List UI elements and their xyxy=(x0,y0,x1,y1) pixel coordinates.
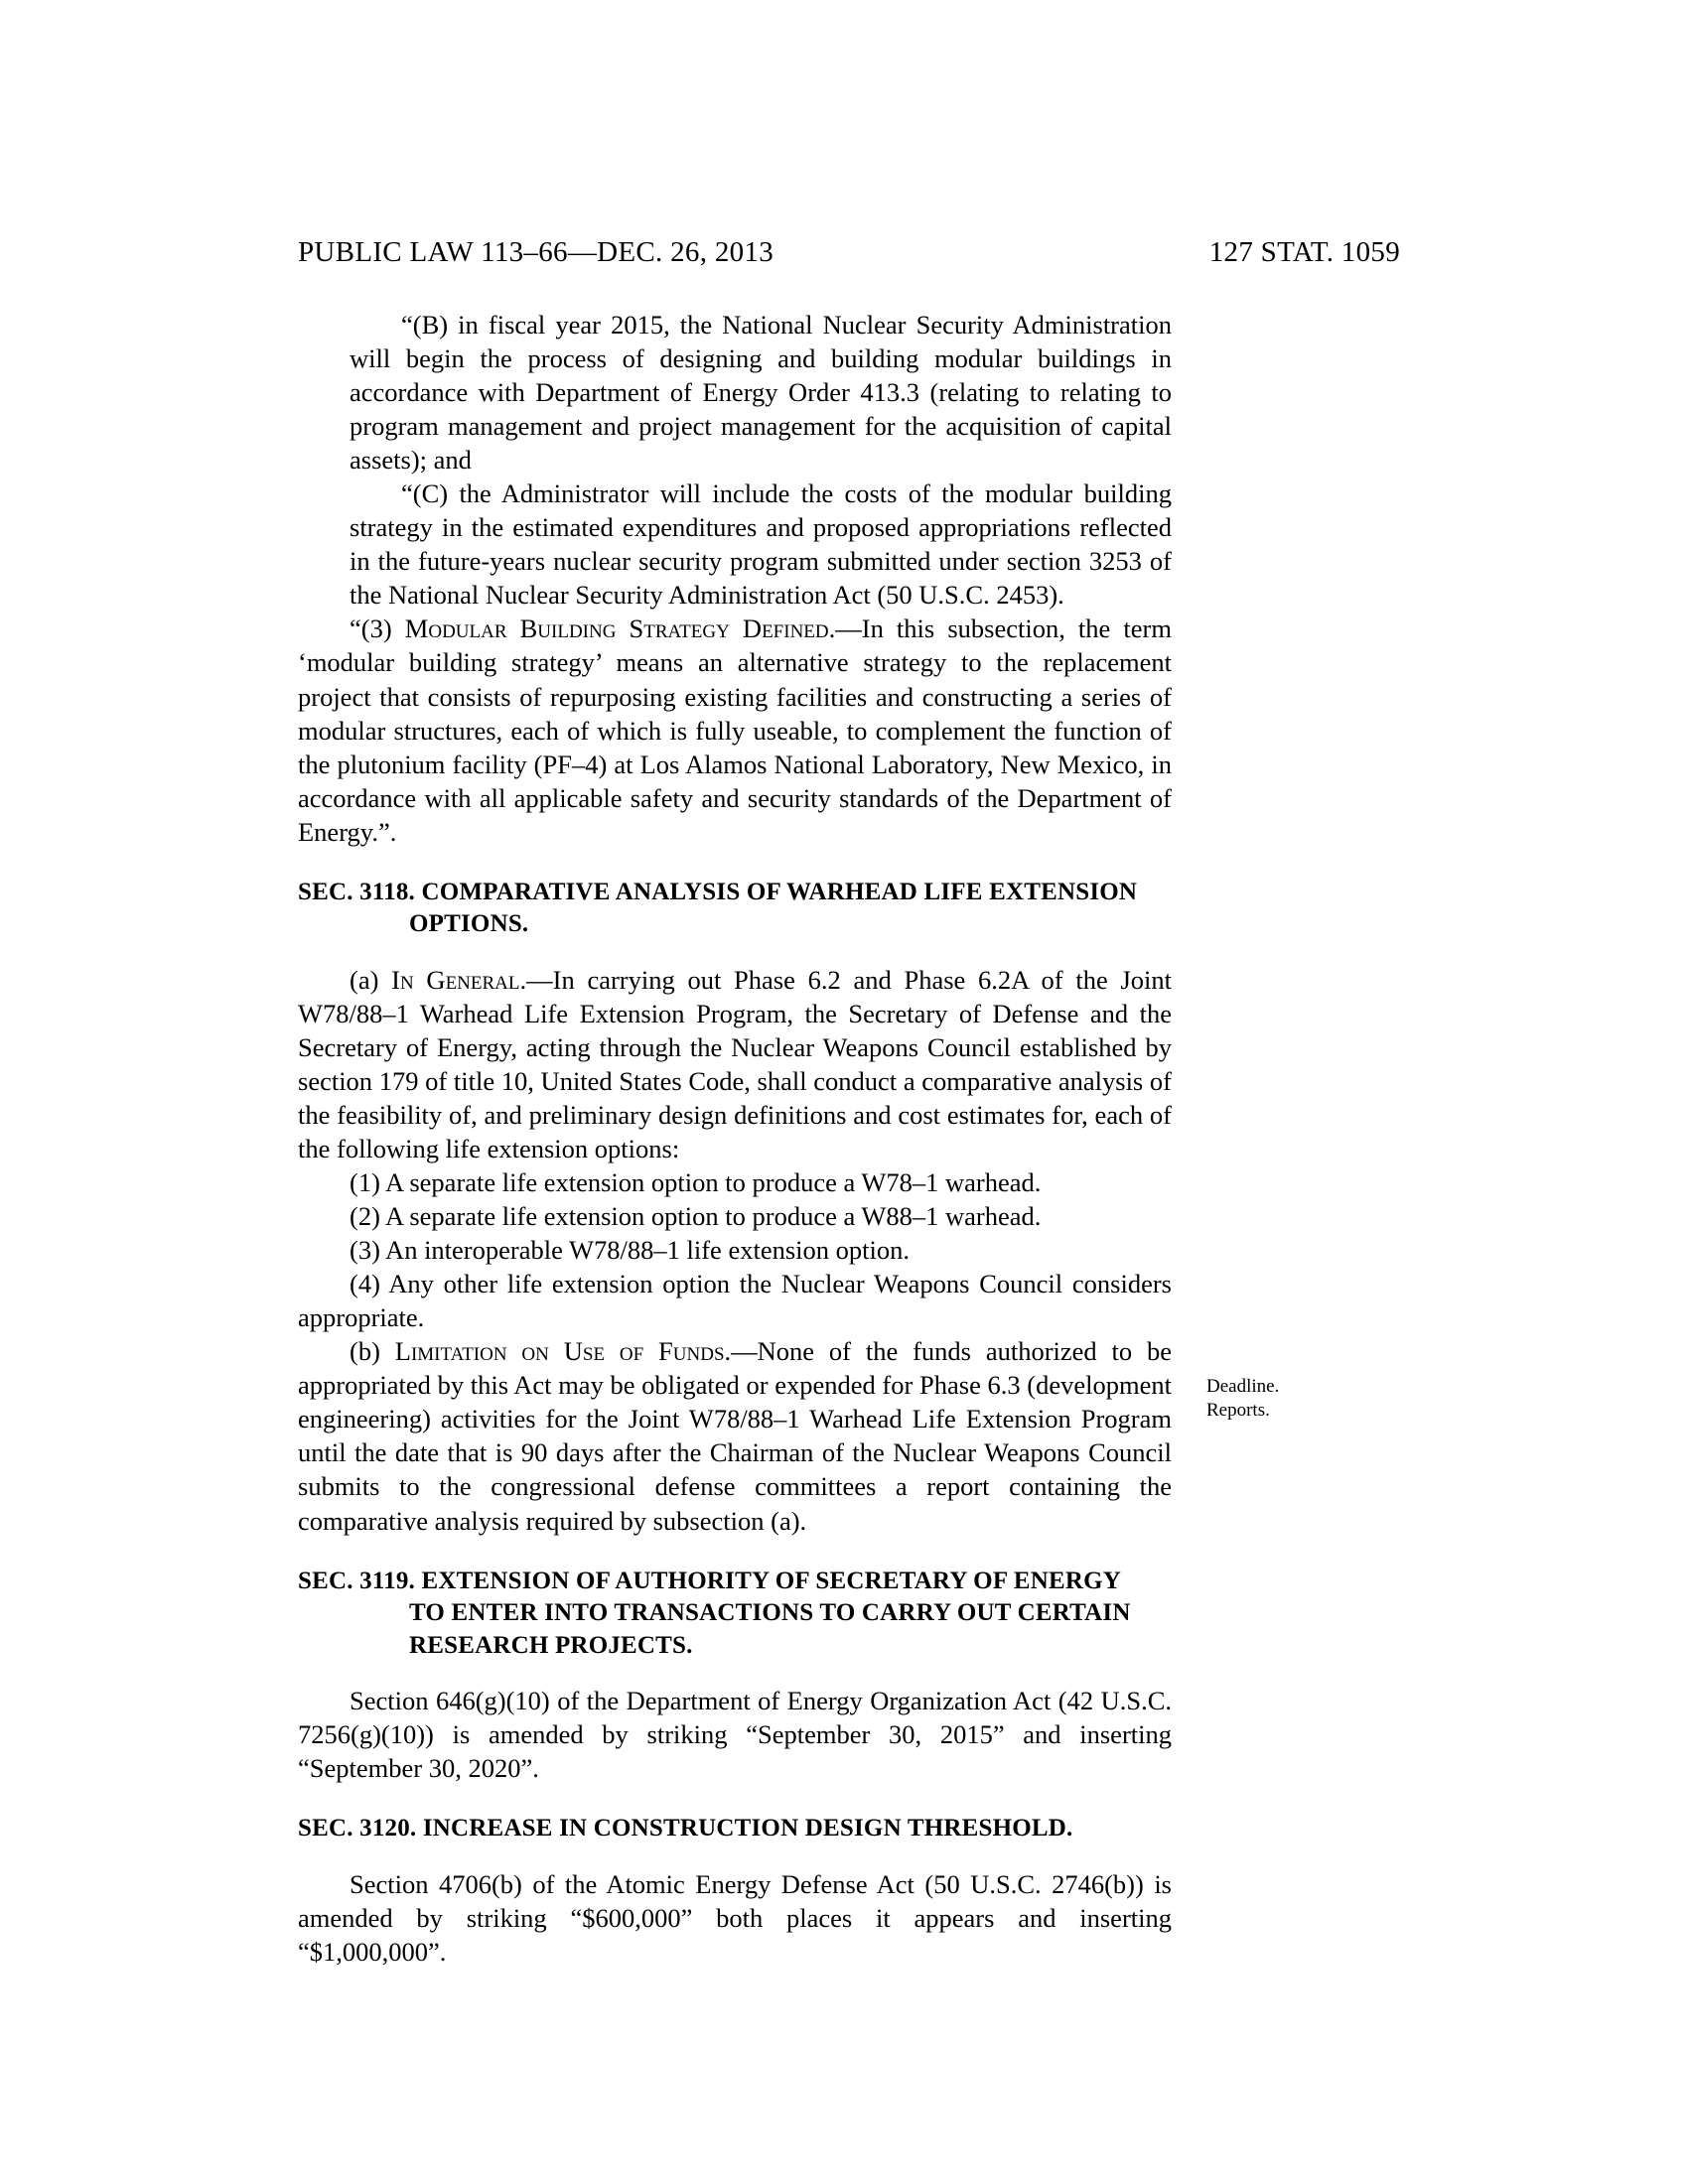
header-statute-citation: 127 STAT. 1059 xyxy=(1208,236,1400,268)
subsection-b-limitation-on-use-of-funds xyxy=(298,1334,1172,1537)
list-item-1: (1) A separate life extension option to produce a W78–1 warhead. xyxy=(350,1167,1042,1198)
paragraph-3-caption: Modular Building Strategy Defined xyxy=(404,614,829,644)
list-item-2: (2) A separate life extension option to produce a W88–1 warhead. xyxy=(350,1201,1042,1232)
paragraph-3-text: .—In this subsection, the term ‘modular building strategy’ means an alternative strategy to the replacement project that consists of repurposing existing facilities and constructing a series of modular structures, each of which is fully useable, to complement the function of the plutonium facility (PF–4) at Los Alamos National Laboratory, New Mexico, in accordance with all applicable safety and security standards of the Department of Energy.”. xyxy=(298,614,1172,847)
subsection-b-text: .—None of the funds authorized to be appropriated by this Act may be obligated or expended for Phase 6.3 (development engineering) activities for the Joint W78/88–1 Warhead Life Extension Program until the date that is 90 days after the Chairman of the Nuclear Weapons Council submits to the congressional defense committees a report containing the comparative analysis required by subsection (a). xyxy=(298,1336,1173,1536)
paragraph-quote-b: “(B) in fiscal year 2015, the National Nuclear Security Administration will begin the process of designing and building modular buildings in accordance with Department of Energy Order 413.3 (relating to relating to program management and project management for the acquisition of capital assets); and xyxy=(350,310,1172,476)
paragraph-3-number: “(3) xyxy=(350,614,405,644)
subsection-a-label: (a) xyxy=(350,964,392,995)
section-3120-text: Section 4706(b) of the Atomic Energy Defense Act (50 U.S.C. 2746(b)) is amended by striking “$600,000” both places it appears and inserting “$1,000,000”. xyxy=(298,1868,1172,1967)
subsection-a-caption: In General xyxy=(391,964,520,995)
section-3118-title-line1: COMPARATIVE ANALYSIS OF WARHEAD LIFE EXTENSION xyxy=(421,878,1138,905)
subsection-a-text: .—In carrying out Phase 6.2 and Phase 6.2A of the Joint W78/88–1 Warhead Life Extension Program, the Secretary of Defense and the Secretary of Energy, acting through the Nuclear Weapons Council established by section 179 of title 10, United States Code, shall conduct a comparative analysis of the feasibility of, and preliminary design definitions and cost estimates for, each of the following life extension options: xyxy=(298,964,1173,1163)
list-item-3: (3) An interoperable W78/88–1 life extension option. xyxy=(350,1235,910,1266)
section-3120-number: SEC. 3120. xyxy=(298,1815,417,1843)
section-3118-number: SEC. 3118. xyxy=(298,878,416,905)
section-3119-title-line3: RESEARCH PROJECTS. xyxy=(409,1631,693,1659)
section-heading-3120 xyxy=(298,1813,1172,1845)
section-heading-3119 xyxy=(298,1566,1172,1663)
margin-note-line-2: Reports. xyxy=(1206,1399,1270,1421)
section-3119-text: Section 646(g)(10) of the Department of Energy Organization Act (42 U.S.C. 7256(g)(10)) is amended by striking “September 30, 2015” and inserting “September 30, 2020”. xyxy=(298,1686,1172,1784)
section-3120-title-line1: INCREASE IN CONSTRUCTION DESIGN THRESHOLD. xyxy=(422,1815,1073,1843)
section-3119-number: SEC. 3119. xyxy=(298,1567,416,1594)
section-3119-title-line2: TO ENTER INTO TRANSACTIONS TO CARRY OUT CERTAIN xyxy=(409,1599,1131,1627)
section-3118-title-line2: OPTIONS. xyxy=(409,910,529,938)
subsection-a-in-general xyxy=(298,963,1172,1165)
list-item-4: (4) Any other life extension option the Nuclear Weapons Council considers appropriate. xyxy=(298,1269,1172,1333)
subsection-b-caption: Limitation on Use of Funds xyxy=(394,1336,725,1367)
page-header xyxy=(298,236,1400,269)
subsection-b-label: (b) xyxy=(350,1336,395,1367)
section-3119-title-line1: EXTENSION OF AUTHORITY OF SECRETARY OF ENERGY xyxy=(421,1567,1121,1594)
margin-note-line-1: Deadline. xyxy=(1206,1376,1280,1397)
paragraph-quote-c: “(C) the Administrator will include the costs of the modular building strategy in the estimated expenditures and proposed appropriations reflected in the future-years nuclear security program submitted under section 3253 of the National Nuclear Security Administration Act (50 U.S.C. 2453). xyxy=(350,478,1172,611)
document-body xyxy=(298,308,1172,1969)
margin-note-deadline-reports xyxy=(1206,1375,1279,1423)
paragraph-3-modular-building-strategy xyxy=(298,612,1172,848)
header-public-law: PUBLIC LAW 113–66—DEC. 26, 2013 xyxy=(298,236,774,268)
section-heading-3118 xyxy=(298,877,1172,941)
